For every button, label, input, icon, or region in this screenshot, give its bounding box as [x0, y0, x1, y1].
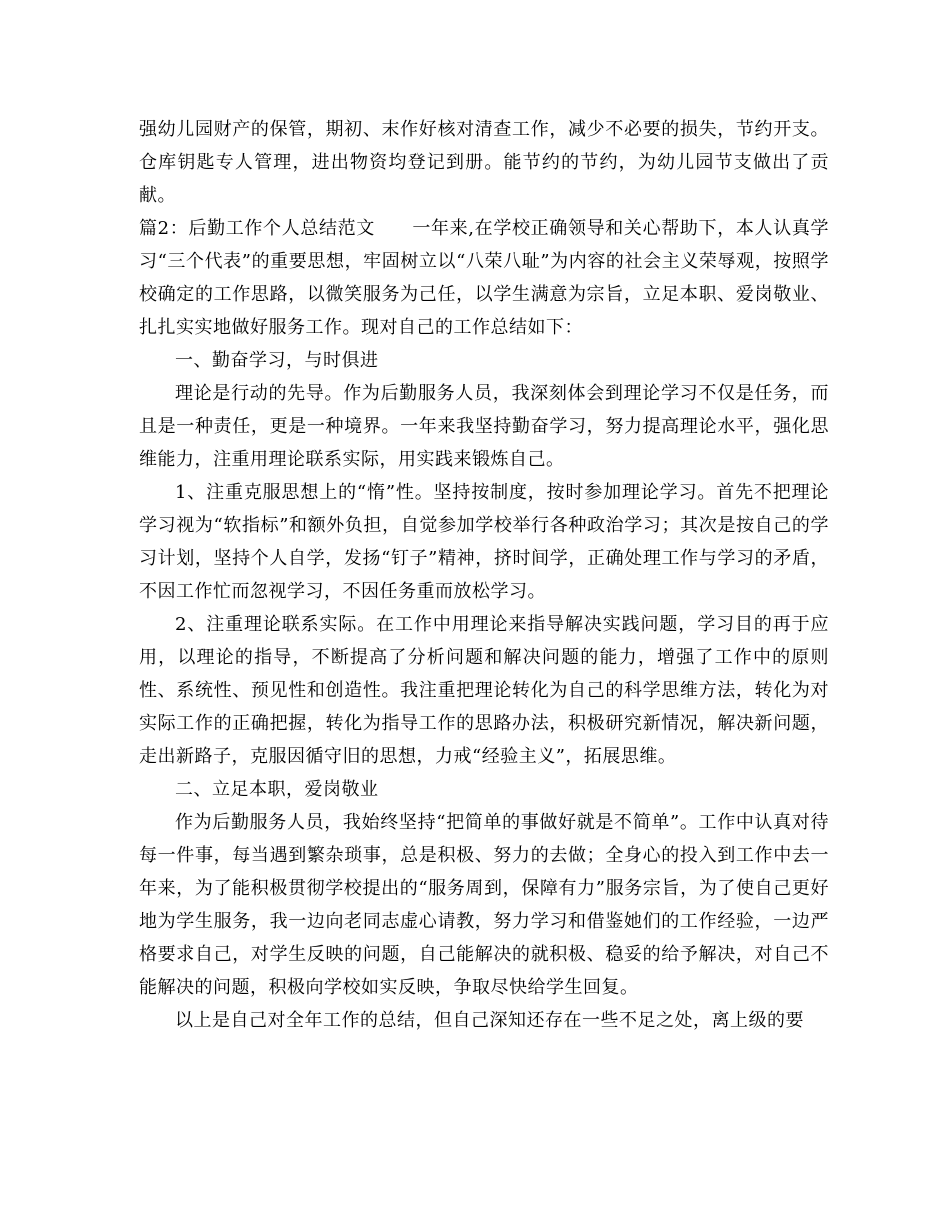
paragraph-summary-closing: 以上是自己对全年工作的总结，但自己深知还存在一些不足之处，离上级的要: [175, 1010, 804, 1031]
document-body: [139, 113, 829, 1037]
paragraph-theory-guide: 理论是行动的先导。作为后勤服务人员，我深刻体会到理论学习不仅是任务，而且是一种责任，更是一种境界。一年来我坚持勤奋学习，努力提高理论水平，强化思维能力，注重用理论联系实际，用实践来锻炼自己。: [139, 383, 829, 470]
heading-dedicated-to-job: 二、立足本职，爱岗敬业: [175, 779, 379, 800]
paragraph-service-staff: 作为后勤服务人员，我始终坚持“把简单的事做好就是不简单”。工作中认真对待每一件事，每当遇到繁杂琐事，总是积极、努力的去做；全身心的投入到工作中去一年来，为了能积极贯彻学校提出的“服务周到，保障有力”服务宗旨，为了使自己更好地为学生服务，我一边向老同志虚心请教，努力学习和借鉴她们的工作经验，一边严格要求自己，对学生反映的问题，自己能解决的就积极、稳妥的给予解决，对自己不能解决的问题，积极向学校如实反映，争取尽快给学生回复。: [139, 812, 829, 998]
paragraph-point-1: 1、注重克服思想上的“惰”性。坚持按制度，按时参加理论学习。首先不把理论学习视为“软指标”和额外负担，自觉参加学校举行各种政治学习；其次是按自己的学习计划，坚持个人自学，发扬“钉子”精神，挤时间学，正确处理工作与学习的矛盾，不因工作忙而忽视学习，不因任务重而放松学习。: [139, 482, 829, 602]
paragraph-point-2: 2、注重理论联系实际。在工作中用理论来指导解决实践问题，学习目的再于应用，以理论的指导，不断提高了分析问题和解决问题的能力，增强了工作中的原则性、系统性、预见性和创造性。我注重把理论转化为自己的科学思维方法，转化为对实际工作的正确把握，转化为指导工作的思路办法，积极研究新情况，解决新问题，走出新路子，克服因循守旧的思想，力戒“经验主义”，拓展思维。: [139, 614, 829, 767]
heading-study-diligently: 一、勤奋学习，与时俱进: [175, 350, 379, 371]
paragraph-continuation: 强幼儿园财产的保管，期初、末作好核对清查工作，减少不必要的损失，节约开支。仓库钥匙专人管理，进出物资均登记到册。能节约的节约，为幼儿园节支做出了贡献。: [139, 119, 829, 206]
section-2-spacer: [375, 218, 412, 239]
section-2-intro-text: 一年来,在学校正确领导和关心帮助下，本人认真学习“三个代表”的重要思想，牢固树立以“八荣八耻”为内容的社会主义荣辱观，按照学校确定的工作思路，以微笑服务为己任，以学生满意为宗旨，立足本职、爱岗敬业、扎扎实实地做好服务工作。现对自己的工作总结如下：: [139, 218, 830, 338]
section-2-title: 篇2：后勤工作个人总结范文: [139, 218, 375, 239]
paragraph-section-2-intro: [139, 212, 829, 344]
